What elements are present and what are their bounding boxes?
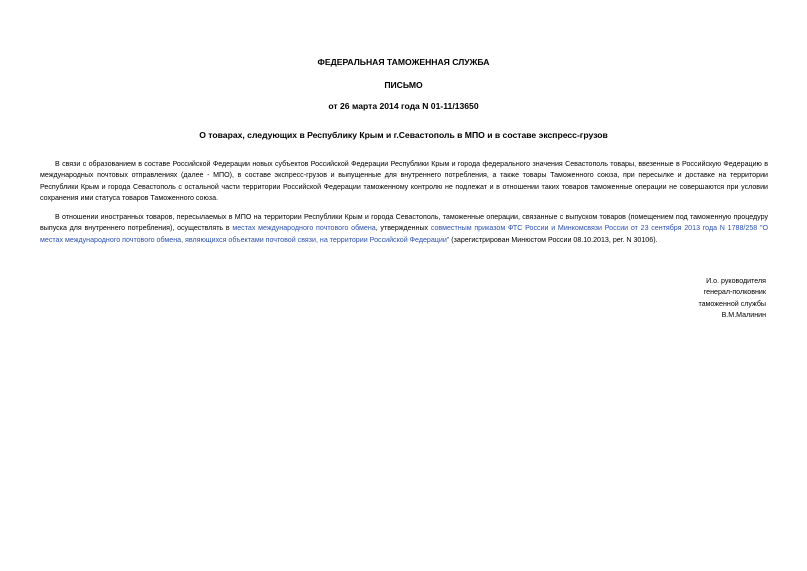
paragraph-2-text-3: (зарегистрирован Минюстом России 08.10.2013, рег. N 30106).	[449, 235, 658, 244]
link-international-postal-exchange-places[interactable]: местах международного почтового обмена	[232, 224, 376, 233]
signature-rank: генерал-полковник	[703, 288, 766, 297]
signature-name: В.М.Малинин	[721, 311, 766, 320]
link-joint-order-fts-minkomsvyaz[interactable]: совместным приказом ФТС России и Минкомсвязи России от 23 сентября 2013 года N 1788/258 "О местах международного почтового обмена, являющихся объектами почтовой связи, на территории Российской Федерации"	[40, 224, 768, 244]
document-subject: О товарах, следующих в Республику Крым и г.Севастополь в МПО и в составе экспресс-грузов	[199, 130, 608, 140]
signature-position: И.о. руководителя	[706, 277, 766, 285]
paragraph-2-text-1: В отношении иностранных товаров, пересылаемых в МПО на территории Республики Крым и города Севастополь, таможенные операции, связанные с выпуском товаров (помещением под таможенную процедуру выпуска для внутреннего потребления), осуществлять в	[40, 213, 768, 233]
document-type: ПИСЬМО	[384, 80, 423, 90]
paragraph-2-text-2: , утвержденных	[375, 224, 431, 233]
document-date-number: от 26 марта 2014 года N 01-11/13650	[328, 101, 479, 111]
signature-block	[698, 276, 766, 322]
agency-title: ФЕДЕРАЛЬНАЯ ТАМОЖЕННАЯ СЛУЖБА	[317, 57, 490, 67]
body-paragraph-2	[40, 212, 768, 246]
body-paragraph-1: В связи с образованием в составе Российской Федерации новых субъектов Российской Федерации Республики Крым и города федерального значения Севастополь товары, ввезенные в Российскую Федерацию в международных почтовых отправлениях (далее - МПО), в составе экспресс-грузов и выпущенные для внутреннего потребления, а также товары Таможенного союза, при пересылке и доставке на территории Республики Крым и города Севастополь с остальной части территории Российской Федерации таможенному контролю не подлежат и в отношении таких товаров таможенные операции не совершаются при условии сохранения ими статуса товаров Таможенного союза.	[40, 160, 768, 203]
signature-service: таможенной службы	[698, 299, 766, 308]
